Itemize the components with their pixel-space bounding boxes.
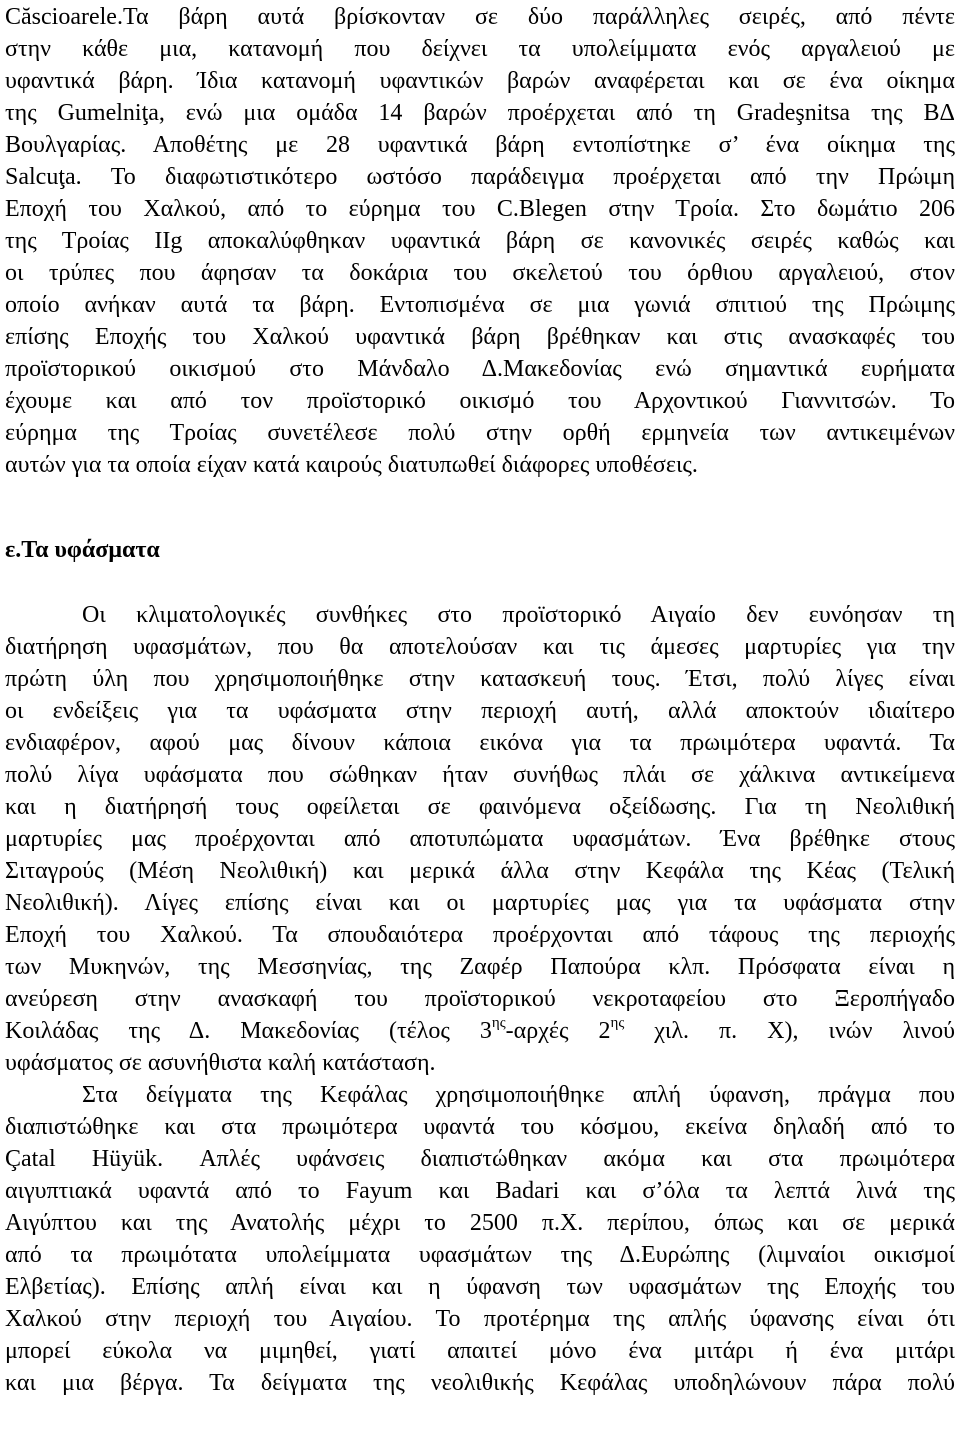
text-line: επίσης Εποχής του Χαλκού υφαντικά βάρη βρέθηκαν και στις ανασκαφές του	[5, 324, 955, 350]
text-line: διαπιστώθηκε και στα πρωιμότερα υφαντά του κόσμου, εκείνα δηλαδή από το	[5, 1114, 955, 1140]
text-line: της Gumelniţa, ενώ μια ομάδα 14 βαρών προέρχεται από τη Gradeşnitsa της ΒΔ	[5, 100, 955, 126]
text-line: Βουλγαρίας. Αποθέτης με 28 υφαντικά βάρη εντοπίστηκε σ’ ένα οίκημα της	[5, 132, 955, 158]
text-line: Οι κλιματολογικές συνθήκες στο προϊστορικό Αιγαίο δεν ευνόησαν τη	[82, 602, 955, 628]
text-line: διατήρηση υφασμάτων, που θα αποτελούσαν και τις άμεσες μαρτυρίες για την	[5, 634, 955, 660]
text-line: από τα πρωιμότατα υπολείμματα υφασμάτων της Δ.Ευρώπης (λιμναίοι οικισμοί	[5, 1242, 955, 1268]
text-line: μπορεί εύκολα να μιμηθεί, γιατί απαιτεί μόνο ένα μιτάρι ή ένα μιτάρι	[5, 1338, 955, 1364]
text-line: των Μυκηνών, της Μεσσηνίας, της Ζαφέρ Παπούρα κλπ. Πρόσφατα είναι η	[5, 954, 955, 980]
text-line: ενδιαφέρον, αφού μας δίνουν κάποια εικόνα για τα πρωιμότερα υφαντά. Τα	[5, 730, 955, 756]
text-line: αυτών για τα οποία είχαν κατά καιρούς διατυπωθεί διάφορες υποθέσεις.	[5, 452, 698, 478]
section-heading: ε.Τα υφάσματα	[5, 537, 160, 563]
text-line: και μια βέργα. Τα δείγματα της νεολιθικής Κεφάλας υποδηλώνουν πάρα πολύ	[5, 1370, 955, 1396]
text-line: υφαντικά βάρη. Ίδια κατανομή υφαντικών βαρών αναφέρεται και σε ένα οίκημα	[5, 68, 955, 94]
text-line: Εποχή του Χαλκού. Τα σπουδαιότερα προέρχονται από τάφους της περιοχής	[5, 922, 955, 948]
text-line: Χαλκού στην περιοχή του Αιγαίου. Το προτέρημα της απλής ύφανσης είναι ότι	[5, 1306, 955, 1332]
text-line: έχουμε και από τον προϊστορικό οικισμό του Αρχοντικού Γιαννιτσών. Το	[5, 388, 955, 414]
text-line: Çatal Hüyük. Απλές υφάνσεις διαπιστώθηκαν ακόμα και στα πρωιμότερα	[5, 1146, 955, 1172]
text-line-with-superscripts	[5, 1016, 955, 1048]
text-line: μαρτυρίες μας προέρχονται από αποτυπώματα υφασμάτων. Ένα βρέθηκε στους	[5, 826, 955, 852]
text-line: Căscioarele.Τα βάρη αυτά βρίσκονταν σε δύο παράλληλες σειρές, από πέντε	[5, 4, 955, 30]
text-line: Salcuţa. Το διαφωτιστικότερο ωστόσο παράδειγμα προέρχεται από την Πρώιμη	[5, 164, 955, 190]
text-line: προϊστορικού οικισμού στο Μάνδαλο Δ.Μακεδονίας ενώ σημαντικά ευρήματα	[5, 356, 955, 382]
text-line: εύρημα της Τροίας συνετέλεσε πολύ στην ορθή ερμηνεία των αντικειμένων	[5, 420, 955, 446]
text-line: υφάσματος σε ασυνήθιστα καλή κατάσταση.	[5, 1050, 436, 1076]
text-span: Κοιλάδας της Δ. Μακεδονίας (τέλος 3	[5, 1018, 492, 1044]
text-line: Εποχή του Χαλκού, από το εύρημα του C.Blegen στην Τροία. Στο δωμάτιο 206	[5, 196, 955, 222]
text-line: και η διατήρησή τους οφείλεται σε φαινόμενα οξείδωσης. Για τη Νεολιθική	[5, 794, 955, 820]
text-line: στην κάθε μια, κατανομή που δείχνει τα υπολείμματα ενός αργαλειού με	[5, 36, 955, 62]
ordinal-superscript: ης	[610, 1015, 625, 1031]
text-line: οι τρύπες που άφησαν τα δοκάρια του σκελετού του όρθιου αργαλειού, στον	[5, 260, 955, 286]
text-line: πολύ λίγα υφάσματα που σώθηκαν ήταν συνήθως πλάι σε χάλκινα αντικείμενα	[5, 762, 955, 788]
text-line: Στα δείγματα της Κεφάλας χρησιμοποιήθηκε απλή ύφανση, πράγμα που	[82, 1082, 955, 1108]
text-line: οποίο ανήκαν αυτά τα βάρη. Εντοπισμένα σε μια γωνιά σπιτιού της Πρώιμης	[5, 292, 955, 318]
text-line: Νεολιθική). Λίγες επίσης είναι και οι μαρτυρίες μας για τα υφάσματα στην	[5, 890, 955, 916]
text-line: οι ενδείξεις για τα υφάσματα στην περιοχή αυτή, αλλά αποκτούν ιδιαίτερο	[5, 698, 955, 724]
text-line: Αιγύπτου και της Ανατολής μέχρι το 2500 π.Χ. περίπου, όπως και σε μερικά	[5, 1210, 955, 1236]
text-line: Ελβετίας). Επίσης απλή είναι και η ύφανση των υφασμάτων της Εποχής του	[5, 1274, 955, 1300]
ordinal-superscript: ης	[491, 1015, 506, 1031]
text-line: ανεύρεση στην ανασκαφή του προϊστορικού νεκροταφείου στο Ξεροπήγαδο	[5, 986, 955, 1012]
text-line: της Τροίας ΙΙg αποκαλύφθηκαν υφαντικά βάρη σε κανονικές σειρές καθώς και	[5, 228, 955, 254]
text-line: πρώτη ύλη που χρησιμοποιήθηκε στην κατασκευή τους. Έτσι, πολύ λίγες είναι	[5, 666, 955, 692]
text-line: Σιταγρούς (Μέση Νεολιθική) και μερικά άλλα στην Κεφάλα της Κέας (Τελική	[5, 858, 955, 884]
text-line: αιγυπτιακά υφαντά από το Fayum και Badari και σ’όλα τα λεπτά λινά της	[5, 1178, 955, 1204]
text-span: χιλ. π. Χ), ινών λινού	[624, 1018, 955, 1044]
text-span: -αρχές 2	[505, 1018, 611, 1044]
